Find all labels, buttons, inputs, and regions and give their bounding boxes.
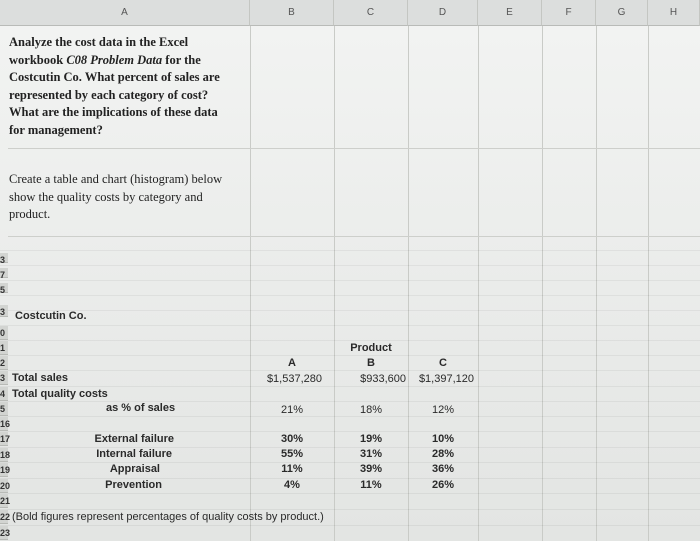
gridline bbox=[8, 148, 700, 149]
question-line: represented by each category of cost? bbox=[9, 87, 209, 102]
category-value[interactable]: 28% bbox=[431, 448, 455, 460]
row-header[interactable]: 0 bbox=[0, 326, 8, 340]
product-label-c[interactable]: C bbox=[439, 357, 447, 369]
row-header[interactable]: 23 bbox=[0, 528, 11, 538]
gridline bbox=[0, 401, 700, 402]
gridline bbox=[596, 26, 597, 541]
row-header[interactable]: 3 bbox=[0, 253, 8, 263]
row-header[interactable]: 20 bbox=[0, 481, 11, 491]
row-header[interactable]: 3 bbox=[0, 305, 8, 317]
gridline bbox=[0, 325, 700, 326]
gridline bbox=[0, 295, 700, 296]
category-label[interactable]: Prevention bbox=[105, 479, 162, 491]
category-value[interactable]: 39% bbox=[359, 463, 383, 475]
total-sales-value[interactable]: $1,537,280 bbox=[266, 373, 322, 385]
category-value[interactable]: 10% bbox=[431, 433, 455, 445]
pct-sales-label[interactable]: as % of sales bbox=[106, 402, 176, 414]
gridline bbox=[648, 26, 649, 541]
pct-sales-value[interactable]: 12% bbox=[431, 404, 455, 416]
gridline bbox=[0, 493, 700, 494]
category-value[interactable]: 4% bbox=[284, 479, 300, 491]
category-value[interactable]: 19% bbox=[359, 433, 383, 445]
column-header-a[interactable]: A bbox=[0, 0, 250, 26]
category-value[interactable]: 26% bbox=[431, 479, 455, 491]
column-header-d[interactable]: D bbox=[408, 0, 478, 26]
gridline bbox=[0, 509, 700, 510]
gridline bbox=[0, 340, 700, 341]
row-header[interactable]: 17 bbox=[0, 434, 11, 444]
column-header-f[interactable]: F bbox=[542, 0, 596, 26]
gridline bbox=[0, 265, 700, 266]
column-header-e[interactable]: E bbox=[478, 0, 542, 26]
gridline bbox=[0, 250, 700, 251]
question-line: What are the implications of these data bbox=[9, 105, 218, 120]
total-sales-value[interactable]: $933,600 bbox=[360, 373, 406, 385]
category-value[interactable]: 11% bbox=[360, 479, 382, 491]
row-header[interactable]: 5 bbox=[0, 283, 8, 293]
gridline bbox=[0, 370, 700, 371]
question-text-segment: for the bbox=[162, 52, 201, 67]
gridline bbox=[0, 355, 700, 356]
row-header[interactable]: 21 bbox=[0, 496, 11, 506]
task-line: Create a table and chart (histogram) below bbox=[9, 172, 223, 186]
gridline bbox=[542, 26, 543, 541]
question-line: Analyze the cost data in the Excel bbox=[9, 35, 189, 49]
row-header[interactable]: 5 bbox=[0, 402, 8, 416]
row-header[interactable]: 18 bbox=[0, 450, 11, 460]
question-text bbox=[9, 34, 247, 140]
gridline bbox=[0, 310, 700, 311]
row-header[interactable]: 19 bbox=[0, 465, 11, 475]
column-header-g[interactable]: G bbox=[596, 0, 648, 26]
footnote[interactable]: (Bold figures represent percentages of quality costs by product.) bbox=[12, 511, 324, 523]
product-label-a[interactable]: A bbox=[288, 357, 296, 369]
pct-sales-value[interactable]: 21% bbox=[280, 404, 304, 416]
gridline bbox=[478, 26, 479, 541]
row-header[interactable]: 16 bbox=[0, 419, 11, 429]
company-name[interactable]: Costcutin Co. bbox=[15, 310, 87, 322]
category-label[interactable]: Internal failure bbox=[96, 448, 172, 460]
total-sales-label[interactable]: Total sales bbox=[12, 372, 69, 384]
category-value[interactable]: 30% bbox=[280, 433, 304, 445]
question-line bbox=[9, 52, 247, 70]
total-quality-costs-label[interactable]: Total quality costs bbox=[12, 388, 108, 400]
gridline bbox=[0, 525, 700, 526]
task-text bbox=[9, 171, 247, 224]
product-header[interactable]: Product bbox=[350, 342, 392, 354]
gridline bbox=[0, 431, 700, 432]
gridline bbox=[8, 236, 700, 237]
question-line: Costcutin Co. What percent of sales are bbox=[9, 70, 220, 85]
question-text-segment: workbook bbox=[9, 52, 67, 67]
column-header-b[interactable]: B bbox=[250, 0, 334, 26]
question-line: for management? bbox=[9, 122, 103, 137]
workbook-name: C08 Problem Data bbox=[66, 52, 163, 67]
total-sales-value[interactable]: $1,397,120 bbox=[418, 373, 474, 385]
pct-sales-value[interactable]: 18% bbox=[359, 404, 383, 416]
row-header[interactable]: 2 bbox=[0, 356, 8, 370]
task-line: product. bbox=[9, 207, 51, 222]
row-header[interactable]: 1 bbox=[0, 341, 8, 355]
category-value[interactable]: 31% bbox=[359, 448, 383, 460]
category-value[interactable]: 36% bbox=[431, 463, 455, 475]
row-header[interactable]: 4 bbox=[0, 387, 8, 401]
gridline bbox=[0, 416, 700, 417]
category-label[interactable]: Appraisal bbox=[109, 463, 160, 475]
column-header-h[interactable]: H bbox=[648, 0, 700, 26]
row-header[interactable]: 3 bbox=[0, 371, 8, 385]
column-header-c[interactable]: C bbox=[334, 0, 408, 26]
task-line: show the quality costs by category and bbox=[9, 189, 203, 204]
category-value[interactable]: 11% bbox=[281, 463, 303, 475]
product-label-b[interactable]: B bbox=[367, 357, 375, 369]
row-header[interactable]: 7 bbox=[0, 268, 8, 278]
row-header[interactable]: 22 bbox=[0, 512, 11, 522]
category-label[interactable]: External failure bbox=[94, 433, 174, 445]
gridline bbox=[0, 280, 700, 281]
category-value[interactable]: 55% bbox=[280, 448, 304, 460]
gridline bbox=[0, 386, 700, 387]
